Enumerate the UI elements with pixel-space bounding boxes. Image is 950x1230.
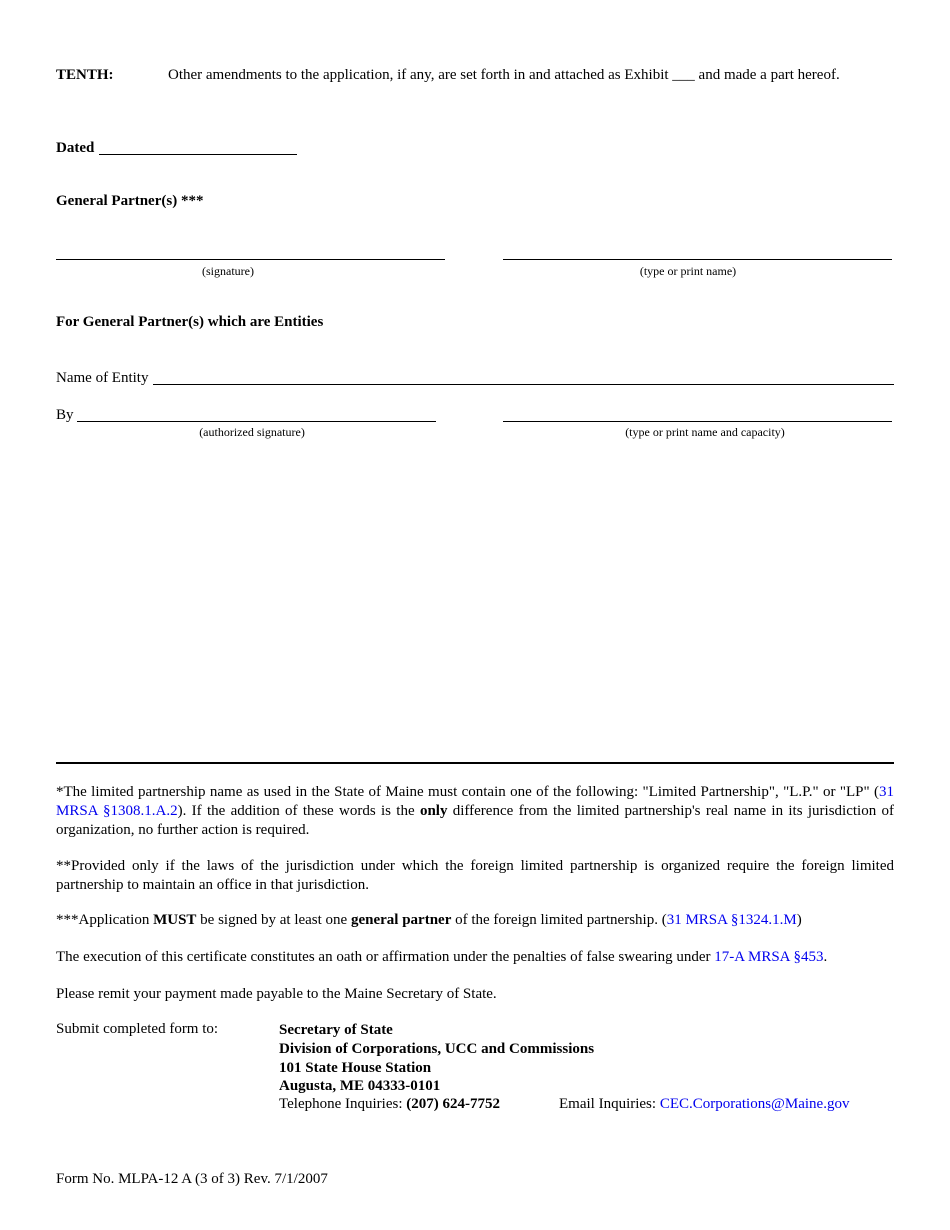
print-name-caption: (type or print name) bbox=[639, 264, 737, 278]
address-line: Augusta, ME 04333-0101 bbox=[279, 1078, 441, 1094]
exhibit-blank[interactable]: ___ bbox=[672, 67, 695, 83]
authorized-signature-caption: (authorized signature) bbox=[199, 425, 305, 439]
tenth-text bbox=[168, 67, 840, 84]
entity-name-line[interactable] bbox=[153, 384, 894, 385]
note-signature-requirement: ***Application MUST be signed by at least one general partner of the foreign limited partnership. (31 MRSA §1324.1.M) bbox=[56, 912, 802, 928]
email-link[interactable]: CEC.Corporations@Maine.gov bbox=[659, 1096, 850, 1112]
divider bbox=[56, 762, 894, 764]
entity-name-label: Name of Entity bbox=[56, 370, 149, 386]
address-line: 101 State House Station bbox=[279, 1060, 432, 1076]
phone-label: Telephone Inquiries: bbox=[279, 1096, 407, 1112]
tenth-text-after: and made a part hereof. bbox=[694, 67, 840, 83]
signature-line[interactable] bbox=[56, 259, 445, 260]
email-inquiries bbox=[559, 1096, 849, 1113]
note-name-requirement: *The limited partnership name as used in the State of Maine must contain one of the following: "Limited Partnership", "L.P." or "LP" (31 MRSA §1308.1.A.2). If the addition of these words is the only difference from the limited partnership's real name in its jurisdiction of organization, no further action is required. bbox=[56, 784, 895, 838]
phone-inquiries bbox=[279, 1096, 500, 1113]
dated-line[interactable] bbox=[99, 154, 297, 155]
dated-label: Dated bbox=[56, 140, 95, 156]
by-label: By bbox=[56, 407, 74, 423]
payment-note: Please remit your payment made payable to the Maine Secretary of State. bbox=[56, 986, 497, 1002]
submit-label: Submit completed form to: bbox=[56, 1021, 219, 1037]
authorized-signature-line[interactable] bbox=[77, 421, 436, 422]
address-line: Division of Corporations, UCC and Commissions bbox=[279, 1041, 595, 1057]
email-label: Email Inquiries: bbox=[559, 1096, 660, 1112]
signature-caption: (signature) bbox=[202, 264, 254, 278]
statute-link-453[interactable]: 17-A MRSA §453 bbox=[714, 949, 824, 965]
oath-statement: The execution of this certificate constitutes an oath or affirmation under the penalties of false swearing under 17-A MRSA §453. bbox=[56, 949, 828, 965]
statute-link-1324[interactable]: 31 MRSA §1324.1.M bbox=[666, 912, 797, 928]
name-capacity-line[interactable] bbox=[503, 421, 892, 422]
statute-link-1308[interactable]: 31 MRSA §1308.1.A.2 bbox=[56, 784, 894, 819]
phone-number: (207) 624-7752 bbox=[406, 1096, 500, 1112]
form-number: Form No. MLPA-12 A (3 of 3) Rev. 7/1/2007 bbox=[56, 1171, 328, 1187]
name-capacity-caption: (type or print name and capacity) bbox=[625, 425, 785, 439]
general-partners-heading: General Partner(s) *** bbox=[56, 193, 204, 209]
address-line: Secretary of State bbox=[279, 1022, 393, 1038]
entities-heading: For General Partner(s) which are Entities bbox=[56, 314, 324, 330]
tenth-label: TENTH: bbox=[56, 67, 114, 83]
note-office-requirement: **Provided only if the laws of the jurisdiction under which the foreign limited partnership is organized require the foreign limited partnership to maintain an office in that jurisdiction. bbox=[56, 858, 894, 893]
print-name-line[interactable] bbox=[503, 259, 892, 260]
tenth-text-before: Other amendments to the application, if any, are set forth in and attached as Exhibit bbox=[168, 67, 673, 83]
